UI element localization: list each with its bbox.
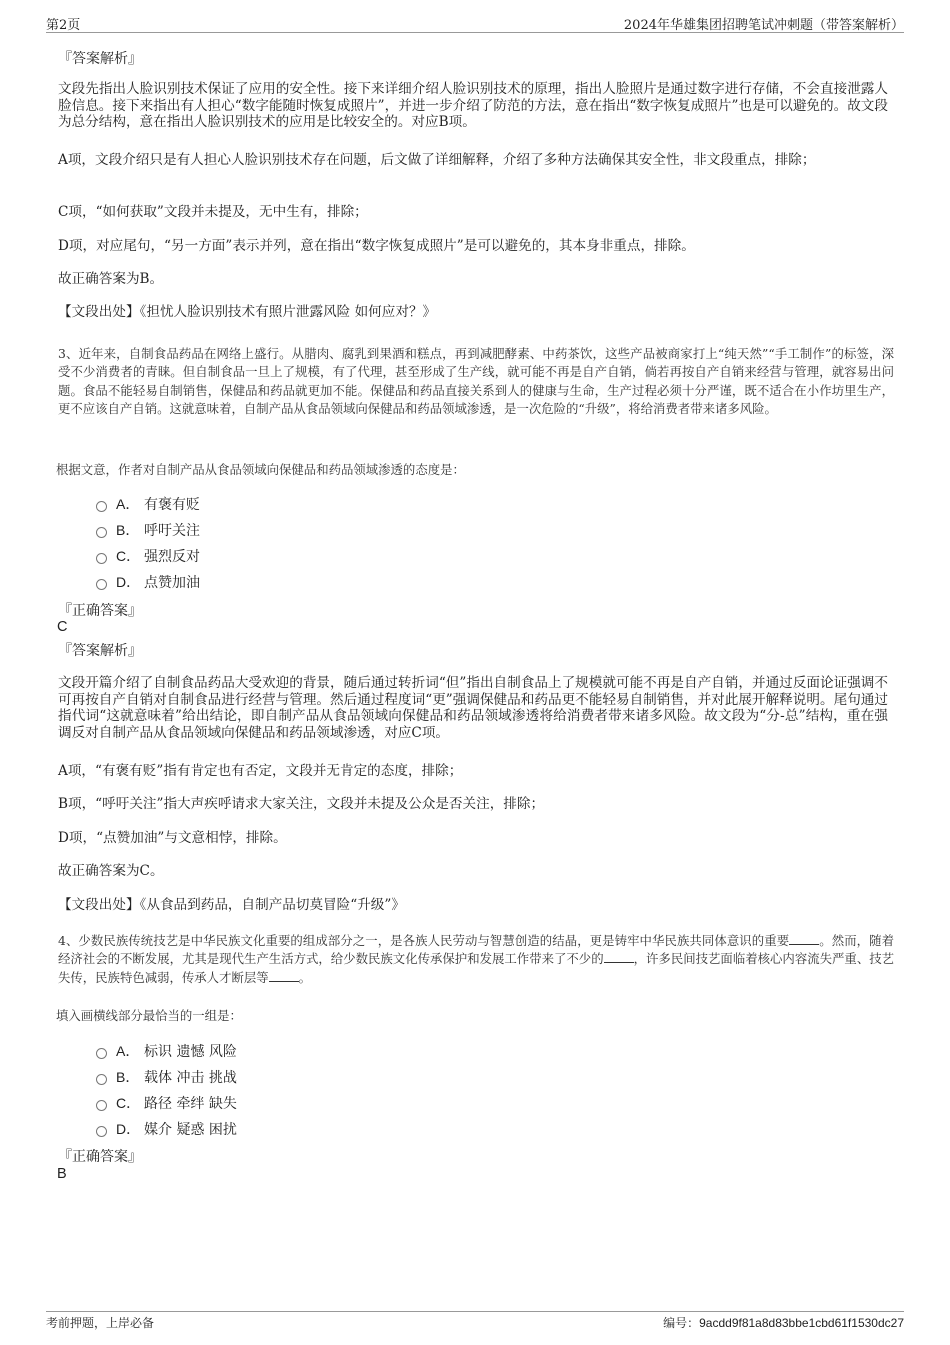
option-c-analysis: C项，“如何获取”文段并未提及，无中生有，排除； <box>58 204 368 220</box>
option-b-analysis: B项，“呼吁关注”指大声疾呼请求大家关注，文段并未提及公众是否关注，排除； <box>58 796 545 812</box>
question-3-prompt: 根据文意，作者对自制产品从食品领域向保健品和药品领域渗透的态度是： <box>56 462 465 477</box>
footer-slogan: 考前押题，上岸必备 <box>46 1316 155 1330</box>
question-3-option-a[interactable]: A． 有褒有贬 <box>96 494 200 514</box>
question-4-option-d[interactable]: D． 媒介 疑惑 困扰 <box>96 1119 237 1139</box>
answer-blank <box>269 970 299 982</box>
question-4-stem: 4、少数民族传统技艺是中华民族文化重要的组成部分之一，是各族人民劳动与智慧创造的结晶，更是铸牢中华民族共同体意识的重要 。然而，随着经济社会的不断发展，尤其是现代生产生活方式，给少数民族文化传承保护和发展工作带来了不少的 ，许多民间技艺面临着核心内容流失严重、技艺失传，民族特色减弱，传承人才断层等 。 <box>58 933 895 985</box>
option-a-analysis: A项，文段介绍只是有人担心人脸识别技术存在问题，后文做了详细解释，介绍了多种方法确保其安全性，非文段重点，排除； <box>58 152 816 168</box>
option-d-analysis: D项，对应尾句，“另一方面”表示并列，意在指出“数字恢复成照片”是可以避免的，其本身非重点，排除。 <box>58 238 695 254</box>
radio-icon[interactable] <box>96 1048 107 1059</box>
radio-icon[interactable] <box>96 527 107 538</box>
page-number: 第2页 <box>46 18 81 33</box>
radio-icon[interactable] <box>96 1126 107 1137</box>
analysis-label: 『答案解析』 <box>58 51 142 67</box>
header-divider <box>46 32 904 33</box>
question-4-option-a[interactable]: A． 标识 遗憾 风险 <box>96 1041 237 1061</box>
radio-icon[interactable] <box>96 1100 107 1111</box>
question-3-option-d[interactable]: D． 点赞加油 <box>96 572 200 592</box>
conclusion: 故正确答案为C。 <box>58 863 164 879</box>
option-a-analysis: A项，“有褒有贬”指有肯定也有否定，文段并无肯定的态度，排除； <box>58 763 463 779</box>
option-d-analysis: D项，“点赞加油”与文意相悖，排除。 <box>58 830 287 846</box>
question-4-option-b[interactable]: B． 载体 冲击 挑战 <box>96 1067 237 1087</box>
source: 【文段出处】《从食品到药品，自制产品切莫冒险“升级”》 <box>58 897 405 913</box>
question-3-option-b[interactable]: B． 呼吁关注 <box>96 520 200 540</box>
question-3-stem: 3、近年来，自制食品药品在网络上盛行。从腊肉、腐乳到果酒和糕点，再到减肥酵素、中药茶饮，这些产品被商家打上“纯天然”“手工制作”的标签，深受不少消费者的青睐。但自制食品一旦上了规模，有了代理，甚至形成了生产线，就可能不再是自产自销，倘若再按自产自销来经营与管理，就容易出问题。食品不能轻易自制销售，保健品和药品就更加不能。保健品和药品直接关系到人的健康与生命，生产过程必须十分严谨，既不适合在小作坊里生产，更不应该自产自销。这就意味着，自制产品从食品领域向保健品和药品领域渗透，是一次危险的“升级”，将给消费者带来诸多风险。 <box>58 346 894 416</box>
document-code: 编号：9acdd9f81a8d83bbe1cbd61f1530dc27 <box>663 1316 904 1330</box>
question-3-option-c[interactable]: C． 强烈反对 <box>96 546 200 566</box>
footer-divider <box>46 1311 904 1312</box>
radio-icon[interactable] <box>96 579 107 590</box>
analysis-label: 『答案解析』 <box>58 643 142 659</box>
answer-blank <box>604 951 634 963</box>
question-4-prompt: 填入画横线部分最恰当的一组是： <box>56 1008 242 1023</box>
correct-answer-label: 『正确答案』 <box>58 603 142 619</box>
source: 【文段出处】《担忧人脸识别技术有照片泄露风险 如何应对？》 <box>58 304 437 320</box>
radio-icon[interactable] <box>96 501 107 512</box>
question-4-option-c[interactable]: C． 路径 牵绊 缺失 <box>96 1093 237 1113</box>
correct-answer: B <box>57 1166 67 1182</box>
document-title: 2024年华雄集团招聘笔试冲刺题（带答案解析） <box>623 18 904 33</box>
correct-answer-label: 『正确答案』 <box>58 1149 142 1165</box>
answer-blank <box>789 933 819 945</box>
conclusion: 故正确答案为B。 <box>58 271 164 287</box>
analysis-text: 文段先指出人脸识别技术保证了应用的安全性。接下来详细介绍人脸识别技术的原理，指出人脸照片是通过数字进行存储，不会直接泄露人脸信息。接下来指出有人担心“数字能随时恢复成照片”，并进一步介绍了防范的方法，意在指出“数字恢复成照片”也是可以避免的。故文段为总分结构，意在指出人脸识别技术的应用是比较安全的。对应B项。 <box>58 81 888 131</box>
radio-icon[interactable] <box>96 553 107 564</box>
radio-icon[interactable] <box>96 1074 107 1085</box>
correct-answer: C <box>57 619 68 635</box>
analysis-text: 文段开篇介绍了自制食品药品大受欢迎的背景，随后通过转折词“但”指出自制食品上了规模就可能不再是自产自销，并通过反面论证强调不可再按自产自销对自制食品进行经营与管理。然后通过程度词“更”强调保健品和药品更不能轻易自制销售，并对此展开解释说明。尾句通过指代词“这就意味着”给出结论，即自制产品从食品领域向保健品和药品领域渗透将给消费者带来诸多风险。故文段为“分-总”结构，重在强调反对自制产品从食品领域向保健品和药品领域渗透，对应C项。 <box>58 675 888 741</box>
